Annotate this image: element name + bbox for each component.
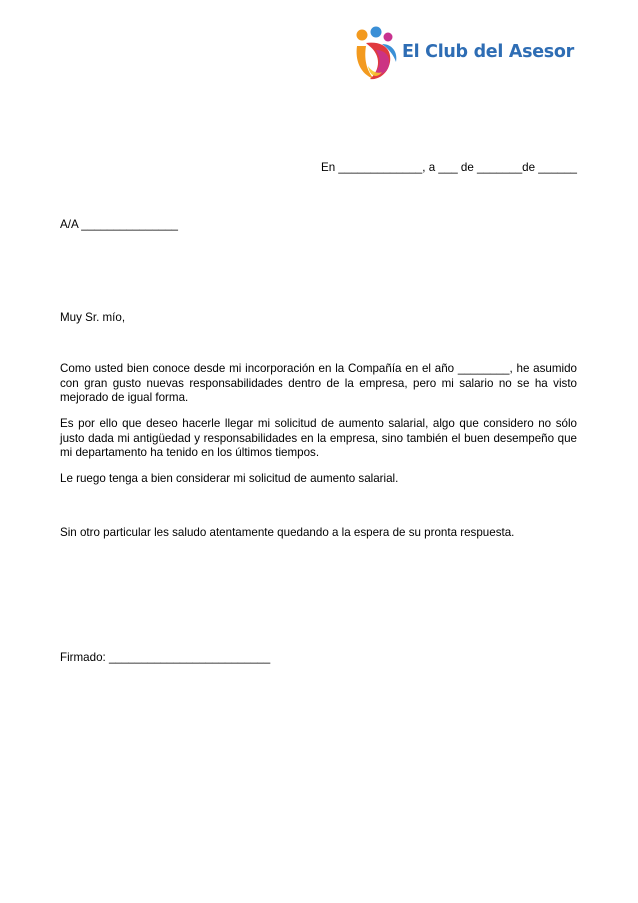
body-paragraph-3: Le ruego tenga a bien considerar mi solicitud de aumento salarial. [60,472,399,485]
brand-logo-icon [352,26,400,82]
date-line: En _____________, a ___ de _______de ______ [321,161,577,174]
signature-line: Firmado: _________________________ [60,651,271,664]
body-paragraph-2: Es por ello que deseo hacerle llegar mi solicitud de aumento salarial, algo que considero no sólo justo dada mi antigüedad y responsabilidades en la empresa, sino también el buen desempeño que mi departamento ha tenido en los últimos tiempos. [60,417,577,459]
closing-paragraph: Sin otro particular les saludo atentamente quedando a la espera de su pronta respuesta. [60,526,515,539]
brand-name: El Club del Asesor [402,42,574,62]
body-paragraph-1: Como usted bien conoce desde mi incorporación en la Compañía en el año ________, he asumido con gran gusto nuevas responsabilidades dentro de la empresa, pero mi salario no se ha visto mejorado de igual forma. [60,362,577,404]
greeting: Muy Sr. mío, [60,311,126,324]
attention-line: A/A _______________ [60,218,178,231]
brand-logo [352,24,582,84]
